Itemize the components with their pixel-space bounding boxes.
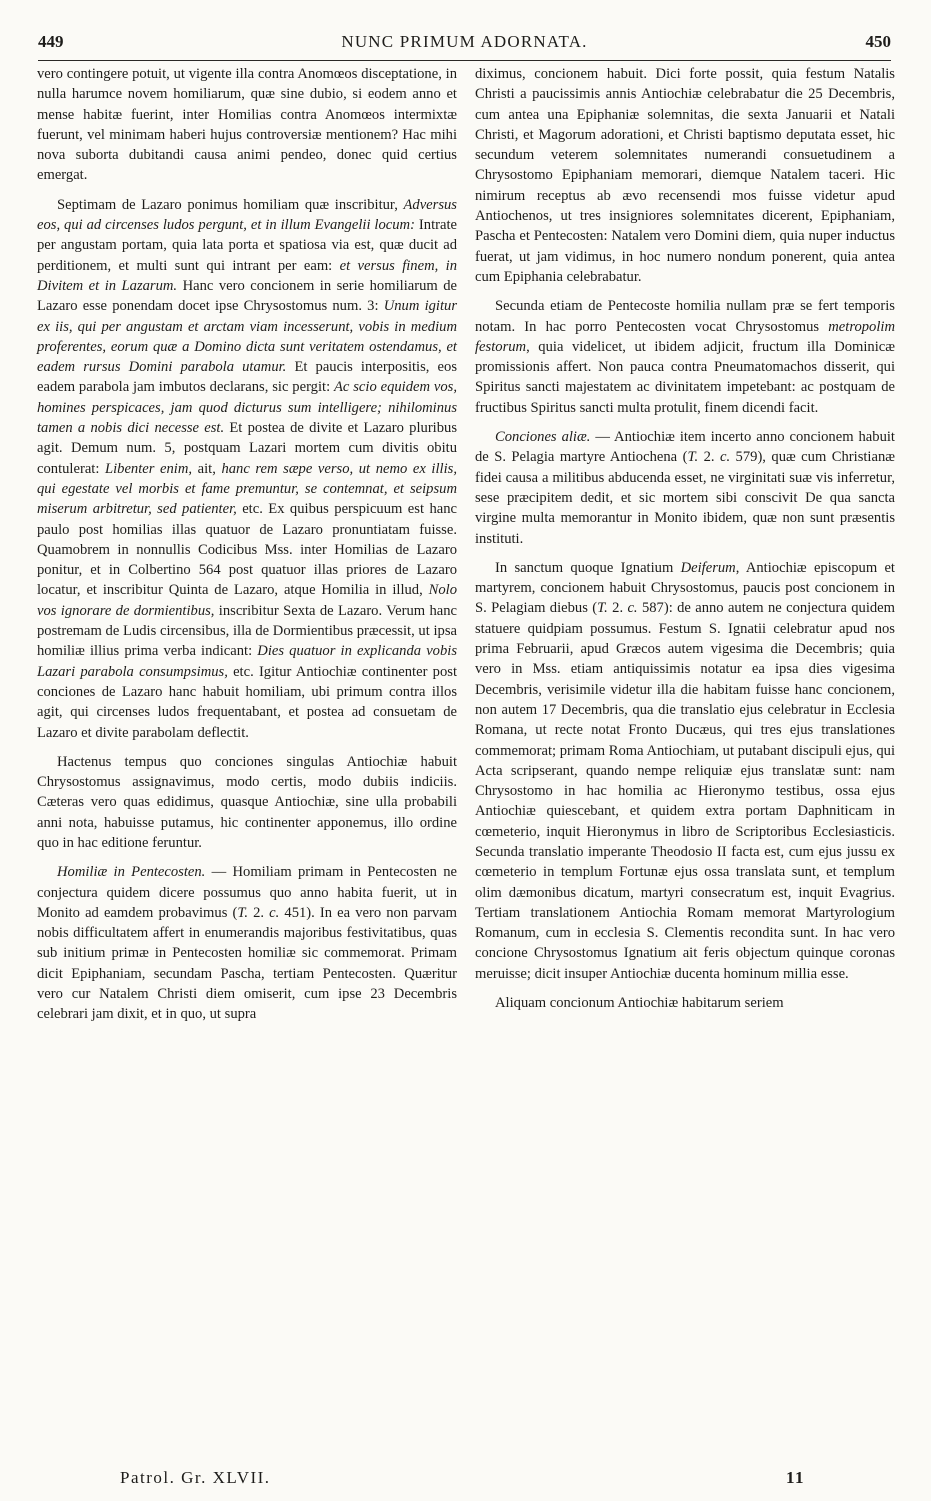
- right-page-number: 450: [865, 32, 891, 51]
- paragraph: Septimam de Lazaro ponimus homiliam quæ inscribitur, Adversus eos, qui ad circenses ludos pergunt, et in illum Evangelii locum: Intrate per angustam portam, quia lata porta et spatiosa via est, quæ ducit ad perditionem, et multi sunt qui intrant per eam: et versus finem, in Divitem et in Lazarum. Hanc vero concionem in serie homiliarum de Lazaro esse ponendam docet ipse Chrysostomus num. 3: Unum igitur ex iis, qui per angustam et arctam viam incesserunt, vobis in medium proferentes, eorum quæ a Domino dicta sunt veritatem ostendamus, et eadem rursus Domini parabola utamur. Et paucis interpositis, eos eadem parabola jam imbutos declarans, sic pergit: Ac scio equidem vos, homines perspicaces, jam quod dicturus sum intelligere; nihilominus tamen a nobis dici necesse est. Et postea de divite et Lazaro pluribus agit. Demum num. 5, postquam Lazari mortem cum divitis obitu contulerat: Libenter enim, ait, hanc rem sæpe verso, ut nemo ex illis, qui egestate vel morbis et fame premuntur, se contemnat, et seipsum miserum arbitretur, sed patienter, etc. Ex quibus perspicuum est hanc paulo post homilias illas quatuor de Lazaro pronuntiatam fuisse. Quamobrem in nonnullis Codicibus Mss. inter Homilias de Lazaro ponitur, et in Colbertino 564 post quatuor illas priores de Lazaro locatur, et inscribitur Quinta de Lazaro, atque Homilia in illud, Nolo vos ignorare de dormientibus, inscribitur Sexta de Lazaro. Verum hanc postremam de Ludis circensibus, illa de Dormientibus præcessit, ut ipsa homiliæ illius prima verba indicant: Dies quatuor in explicanda vobis Lazari parabola consumpsimus, etc. Igitur Antiochiæ continenter post conciones de Lazaro hanc habuit homiliam, ubi primum contra illos agit, qui circenses ludos frequentabant, et postea ad consuetam de Lazaro et divite parabolam deflectit.: [37, 196, 458, 741]
- paragraph: Homiliæ in Pentecosten. — Homiliam primam in Pentecosten ne conjectura quidem dicere possumus quo anno habita fuerit, ut in Monito ad eamdem probavimus (T. 2. c. 451). In ea vero non parvam nobis difficultatem affert in enumerandis majoribus festivitatibus, quas sub initium primæ in Pentecosten homiliæ sic commemorat. Primam dicit Epiphaniam, secundam Pascha, tertiam Pentecosten. Quæritur vero cur Natalem Christi diem omiserit, cum ipse 23 Decembris celebrari jam dixit, et in quo, ut supra: [37, 864, 458, 1023]
- paragraph: Aliquam concionum Antiochiæ habitarum seriem: [495, 995, 784, 1012]
- paragraph: Hactenus tempus quo conciones singulas Antiochiæ habuit Chrysostomus assignavimus, modo certis, modo dubiis indiciis. Cæteras vero quas edidimus, quasque Antiochiæ, sine ulla probabili anni nota, habuisse putamus, hic continenter apponemus, illo ordine quo in hac editione feruntur.: [37, 753, 457, 851]
- header-rule: [38, 60, 891, 61]
- page-footer: [0, 1468, 931, 1492]
- paragraph: diximus, concionem habuit. Dici forte possit, quia festum Natalis Christi a paucissimis annis Antiochiæ celebrabatur die 25 Decembris, cum antea una Epiphaniæ solemnitas, die sexta Januarii et Natali Christi, et Magorum adorationi, et Christi baptismo deputata esset, hic secundum veterem solemnitates numerandi consuetudinem a Chrysostomo Epiphaniam memorari, diemque Natalem taceri. Hic nimirum receptus ab ævo recensendi mos fuisse videtur apud Antiochenos, ut tres insigniores solemnitates dicerent, Epiphaniam, Pascha et Pentecosten: Natalem vero Domini diem, quia nuper inductus fuerat, ut jam vidimus, in hoc numero nondum ponerent, quia antea cum Epiphania celebrabatur.: [475, 66, 895, 285]
- right-column: [475, 64, 895, 1013]
- running-title: NUNC PRIMUM ADORNATA.: [341, 32, 588, 51]
- paragraph: In sanctum quoque Ignatium Deiferum, Antiochiæ episcopum et martyrem, concionem habuit Chrysostomus, paucis post concionem in S. Pelagiam diebus (T. 2. c. 587): de anno autem ne conjectura quidem statuere quidpiam possumus. Festum S. Ignatii celebratur apud nos prima Februarii, apud Græcos autem vigesima die Decembris; quia vero in Mss. etiam antiquissimis notatur ea ipsa dies vigesima Decembris, verisimile videtur illa die habitam fuisse hanc concionem, non autem 17 Decembris, qua die translatio ejus celebratur in Ecclesia Romana, ut recte notat Fronto Ducæus, qui tres ejus translationes commemorat; primam Roma Antiochiam, ut putabant discipuli ejus, qui Acta scripserant, quando nempe reliquiæ ejus translatæ sunt: nam Chrysostomo in hac homilia ac Hieronymo testibus, ossa ejus Antiochiæ quiescebant, et quidem extra portam Daphniticam in cœmeterio, inquit Hieronymus in libro de Scriptoribus Ecclesiasticis. Secunda translatio imperante Theodosio II facta est, cum ejus jussu ex cœmeterio in templum Fortunæ ejus ossa translata sunt, et templum olim dæmonibus dicatum, martyri consecratum est, inquit Evagrius. Tertiam translationem Antiochia Romam memorat Martyrologium Romanum, cum in ecclesia S. Clementis recondita sunt. In hac vero concione Chrysostomus Ignatium ait feris objectum quinque coronas meruisse; dicit insuper Antiochiæ ducenta hominum millia esse.: [475, 559, 895, 982]
- paragraph: vero contingere potuit, ut vigente illa contra Anomœos disceptatione, in nulla harumce novem homiliarum, quæ sine dubio, si eodem anno et mense habitæ fuerint, inter Homilias contra Anomœos intermixtæ fuerunt, vel minimam haberi hujus controversiæ mentionem? Hac mihi nova suborta dubitandi causa animi pendeo, donec quid certius emergat.: [37, 66, 457, 184]
- signature-mark: Patrol. Gr. XLVII.: [120, 1468, 271, 1487]
- paragraph: Secunda etiam de Pentecoste homilia nullam præ se fert temporis notam. In hac porro Pentecosten vocat Chrysostomus metropolim festorum, quia videlicet, ut ibidem adjicit, fructum illa Dominicæ promissionis affert. Non pauca contra Pneumatomachos disserit, qui Spiritus sancti majestatem ac divinitatem impetebant: ac postquam de fructibus Spiritus sancti multa protulit, finem dicendi facit.: [475, 298, 895, 416]
- left-page-number: 449: [38, 32, 64, 51]
- left-column: [37, 64, 457, 1025]
- sheet-number: 11: [786, 1468, 806, 1487]
- page-header: [38, 32, 891, 58]
- paragraph: Conciones aliæ. — Antiochiæ item incerto anno concionem habuit de S. Pelagia martyre Antiochena (T. 2. c. 579), quæ cum Christianæ fidei causa a militibus abducenda esset, ne virginitati suæ vis inferretur, sese præcipitem dedit, et sic mortem sibi conscivit De qua sancta virgine multa memorantur in Monito ibidem, quæ non sunt præsentis instituti.: [475, 429, 895, 547]
